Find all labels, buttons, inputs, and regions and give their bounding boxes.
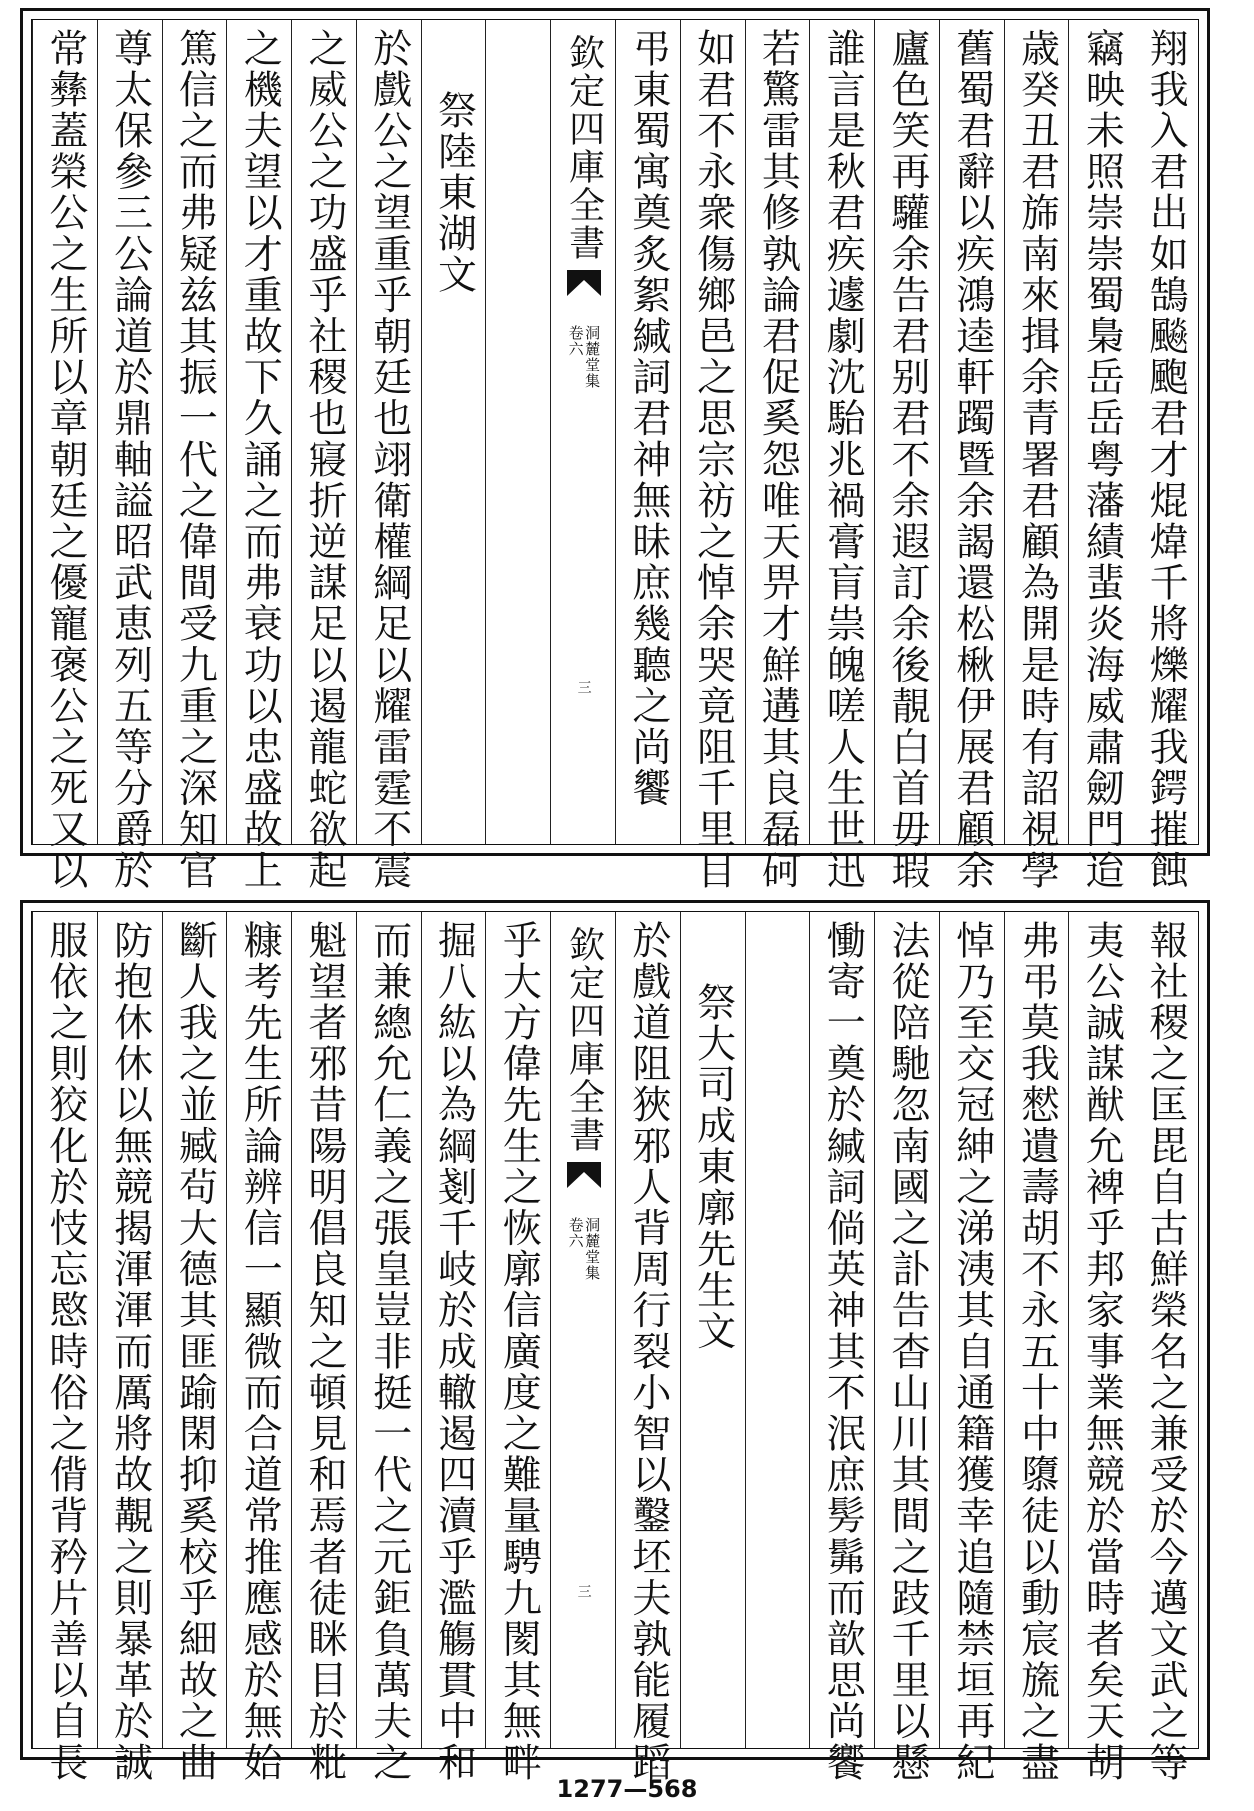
- column-text: 祭陸東湖文: [431, 90, 477, 296]
- text-column: [485, 912, 551, 1784]
- column-text: 乎大方偉先生之恢廓信廣度之難量騁九閡其無畔: [496, 920, 542, 1784]
- column-text: 魁望者邪昔陽明倡良知之頓見和焉者徒眯目於粃: [301, 920, 347, 1784]
- column-text: 翔我入君出如鵠飈颮君才焜煒千將爍耀我鍔摧蝕: [1143, 28, 1189, 892]
- text-column: [939, 912, 1005, 1784]
- column-text: 之機夫望以才重故下久誦之而弗衰功以忠盛故上: [237, 28, 283, 892]
- column-text: 於戲公之望重乎朝廷也翊衛權綱足以耀雷霆不震: [366, 28, 412, 892]
- column-text: 若驚雷其修孰論君促奚怨唯天畀才鮮遘其良磊砢: [755, 28, 801, 892]
- text-column: [421, 20, 487, 844]
- text-column: [32, 912, 98, 1784]
- text-column: [809, 912, 875, 1784]
- text-column: [291, 912, 357, 1784]
- column-text: 竊映未照崇崇蜀梟岳岳粤藩績蜚炎海威肅劒門迨: [1079, 28, 1125, 892]
- column-text: 祭大司成東廓先生文: [690, 982, 736, 1352]
- column-text: 舊蜀君辭以疾鴻逵軒躅暨余謁還松楸伊展君顧余: [949, 28, 995, 892]
- blank-column: [485, 20, 551, 844]
- text-column: [162, 912, 228, 1784]
- column-text: 夷公誠謀猷允裨乎邦家事業無競於當時者矣天胡: [1079, 920, 1125, 1784]
- lower-page: [20, 900, 1210, 1784]
- text-column: [226, 912, 292, 1784]
- text-column: [1004, 912, 1070, 1784]
- text-column: [421, 912, 487, 1784]
- page-footer-number: 1277—568: [556, 1775, 698, 1803]
- center-margin-column: [550, 912, 616, 1748]
- fishtail-mark-icon: [567, 270, 601, 296]
- lower-column-area: [31, 911, 1199, 1784]
- column-text: 服依之則狡化於忮忘愍時俗之偝背矜片善以自長: [42, 920, 88, 1784]
- column-text: 慟寄一奠於緘詞倘英神其不泯庶髣髴而歆思尚饗: [820, 920, 866, 1784]
- column-text: 歳癸丑君旆南來揖余青署君顧為開是時有詔視學: [1014, 28, 1060, 892]
- text-column: [809, 20, 875, 892]
- text-column: [356, 912, 422, 1784]
- column-text: 誰言是秋君疾遽劇沈駘兆禍膏肓祟魄嗟人生世迅: [820, 28, 866, 892]
- column-text: 弔東蜀寓奠炙絮緘詞君神無昧庶幾聽之尚饗: [625, 28, 671, 809]
- column-text: 斷人我之並臧茍大德其匪踰閑抑奚校乎細故之曲: [172, 920, 218, 1784]
- column-text: 常彝蓋榮公之生所以章朝廷之優寵褒公之死又以: [42, 28, 88, 892]
- text-column: [615, 912, 681, 1784]
- text-column: [680, 20, 746, 892]
- text-column: [939, 20, 1005, 892]
- text-column: [1004, 20, 1070, 892]
- collection-title: 欽定四庫全書: [563, 34, 605, 262]
- column-text: 法從陪馳忽南國之訃告杳山川其間之跂千里以懸: [884, 920, 930, 1784]
- fishtail-mark-icon: [567, 1162, 601, 1188]
- volume-label: 洞麓堂集 卷六: [566, 1217, 602, 1281]
- text-column: [680, 912, 746, 1748]
- upper-column-area: [31, 19, 1199, 892]
- folio-number: 三: [575, 1584, 592, 1598]
- column-text: 之威公之功盛乎社稷也寢折逆謀足以遏龍蛇欲起: [301, 28, 347, 892]
- text-column: [874, 20, 940, 892]
- blank-column: [745, 912, 811, 1748]
- text-column: [1133, 912, 1198, 1784]
- collection-title: 欽定四庫全書: [563, 926, 605, 1154]
- text-column: [291, 20, 357, 892]
- text-column: [874, 912, 940, 1784]
- column-text: 掘八紘以為綱剗千岐於成轍遏四瀆乎濫觴貫中和: [431, 920, 477, 1784]
- column-text: 糠考先生所論辨信一顯微而合道常推應感於無始: [237, 920, 283, 1784]
- text-column: [356, 20, 422, 892]
- text-column: [97, 20, 163, 892]
- text-column: [1068, 912, 1134, 1784]
- text-column: [1133, 20, 1198, 892]
- text-column: [1068, 20, 1134, 892]
- column-text: 尊太保參三公論道於鼎軸謚昭武恵列五等分爵於: [107, 28, 153, 892]
- text-column: [226, 20, 292, 892]
- column-text: 弗弔莫我憖遺壽胡不永五十中隳徒以動宸旒之盡: [1014, 920, 1060, 1784]
- folio-number: 三: [575, 680, 592, 694]
- column-text: 而兼總允仁義之張皇豈非挺一代之元鉅負萬夫之: [366, 920, 412, 1784]
- text-column: [32, 20, 98, 892]
- text-column: [745, 20, 811, 892]
- text-column: [615, 20, 681, 844]
- text-column: [162, 20, 228, 892]
- column-text: 如君不永衆傷鄉邑之思宗祊之悼余哭竟阻千里目: [690, 28, 736, 892]
- column-text: 防抱休休以無競揭渾渾而厲將故覯之則暴革於誠: [107, 920, 153, 1784]
- column-text: 悼乃至交冠紳之涕洟其自通籍獲幸追隨禁垣再紀: [949, 920, 995, 1784]
- column-text: 篤信之而弗疑兹其振一代之偉間受九重之深知官: [172, 28, 218, 892]
- text-column: [97, 912, 163, 1784]
- upper-page: [20, 8, 1210, 892]
- column-text: 廬色笑再驩余告君别君不余遐訂余後靚白首毋瑕: [884, 28, 930, 892]
- volume-label: 洞麓堂集 卷六: [566, 325, 602, 389]
- column-text: 於戲道阻狹邪人背周行裂小智以鑿坯夫孰能履蹈: [625, 920, 671, 1784]
- column-text: 報社稷之匡毘自古鮮榮名之兼受於今邁文武之等: [1143, 920, 1189, 1784]
- center-margin-column: [550, 20, 616, 844]
